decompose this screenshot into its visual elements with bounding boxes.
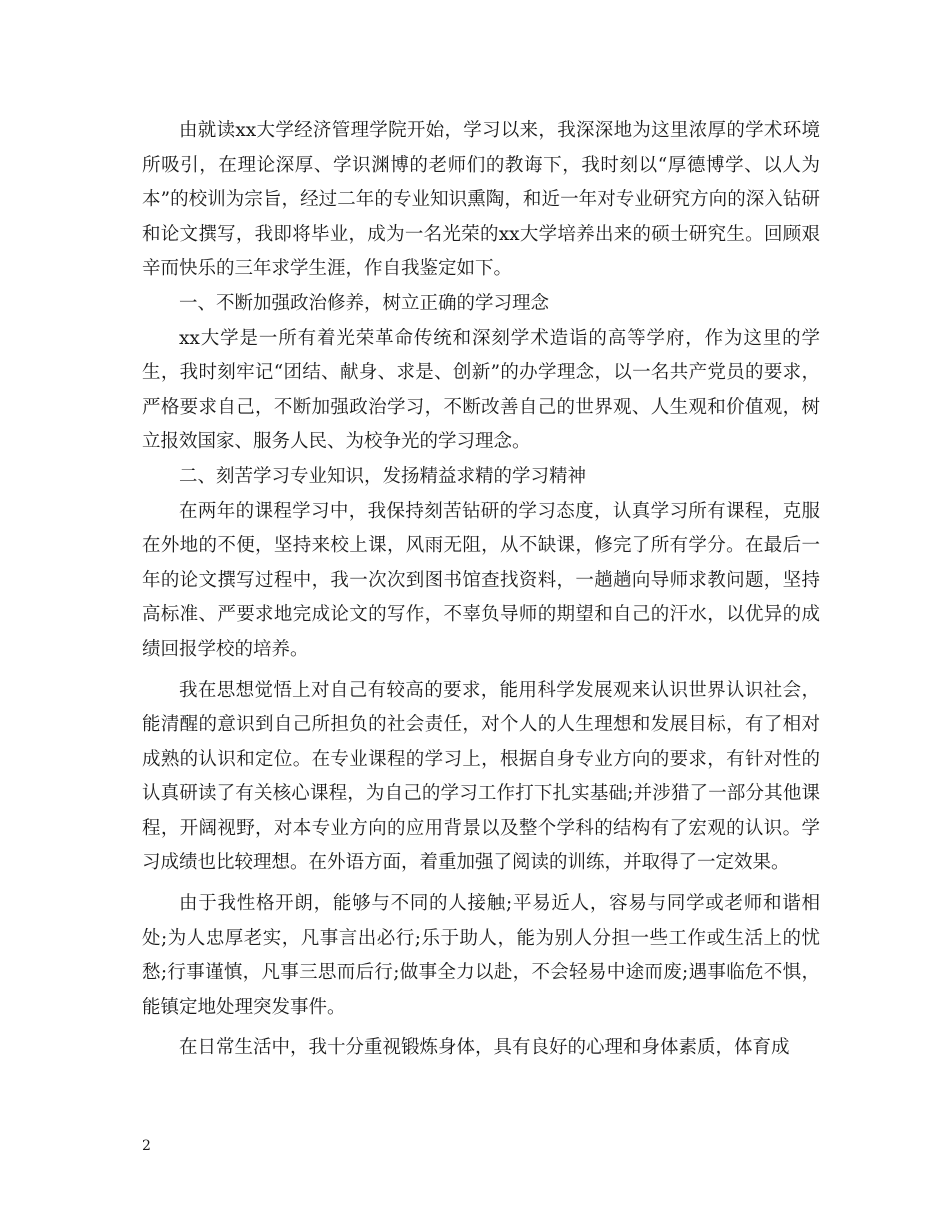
paragraph-intro: 由就读xx大学经济管理学院开始，学习以来，我深深地为这里浓厚的学术环境所吸引，在理论深厚、学识渊博的老师们的教诲下，我时刻以“厚德博学、以人为本”的校训为宗旨，经过二年的专业知识熏陶，和近一年对专业研究方向的深入钻研和论文撰写，我即将毕业，成为一名光荣的xx大学培养出来的硕士研究生。回顾艰辛而快乐的三年求学生涯，作自我鉴定如下。 xyxy=(142,120,820,280)
paragraph-personality: 由于我性格开朗，能够与不同的人接触;平易近人，容易与同学或老师和谐相处;为人忠厚老实，凡事言出必行;乐于助人，能为别人分担一些工作或生活上的忧愁;行事谨慎，凡事三思而后行;做事全力以赴，不会轻易中途而废;遇事临危不惧，能镇定地处理突发事件。 xyxy=(142,893,820,1018)
paragraph-thinking: 我在思想觉悟上对自己有较高的要求，能用科学发展观来认识世界认识社会，能清醒的意识到自己所担负的社会责任，对个人的人生理想和发展目标，有了相对成熟的认识和定位。在专业课程的学习上，根据自身专业方向的要求，有针对性的认真研读了有关核心课程，为自己的学习工作打下扎实基础;并涉猎了一部分其他课程，开阔视野，对本专业方向的应用背景以及整个学科的结构有了宏观的认识。学习成绩也比较理想。在外语方面，着重加强了阅读的训练，并取得了一定效果。 xyxy=(142,679,820,874)
paragraph-daily-life: 在日常生活中，我十分重视锻炼身体，具有良好的心理和身体素质，体育成 xyxy=(179,1037,790,1059)
section-heading-2: 二、刻苦学习专业知识，发扬精益求精的学习精神 xyxy=(179,465,587,487)
paragraph-politics: xx大学是一所有着光荣革命传统和深刻学术造诣的高等学府，作为这里的学生，我时刻牢记“团结、献身、求是、创新”的办学理念，以一名共产党员的要求，严格要求自己，不断加强政治学习，不断改善自己的世界观、人生观和价值观，树立报效国家、服务人民、为校争光的学习理念。 xyxy=(142,327,820,453)
section-heading-1: 一、不断加强政治修养，树立正确的学习理念 xyxy=(179,292,550,314)
paragraph-study: 在两年的课程学习中，我保持刻苦钻研的学习态度，认真学习所有课程，克服在外地的不便，坚持来校上课，风雨无阻，从不缺课，修完了所有学分。在最后一年的论文撰写过程中，我一次次到图书馆查找资料，一趟趟向导师求教问题，坚持高标准、严要求地完成论文的写作，不辜负导师的期望和自己的汗水，以优异的成绩回报学校的培养。 xyxy=(142,500,820,660)
page-number: 2 xyxy=(142,1138,151,1154)
document-body xyxy=(142,114,820,1066)
